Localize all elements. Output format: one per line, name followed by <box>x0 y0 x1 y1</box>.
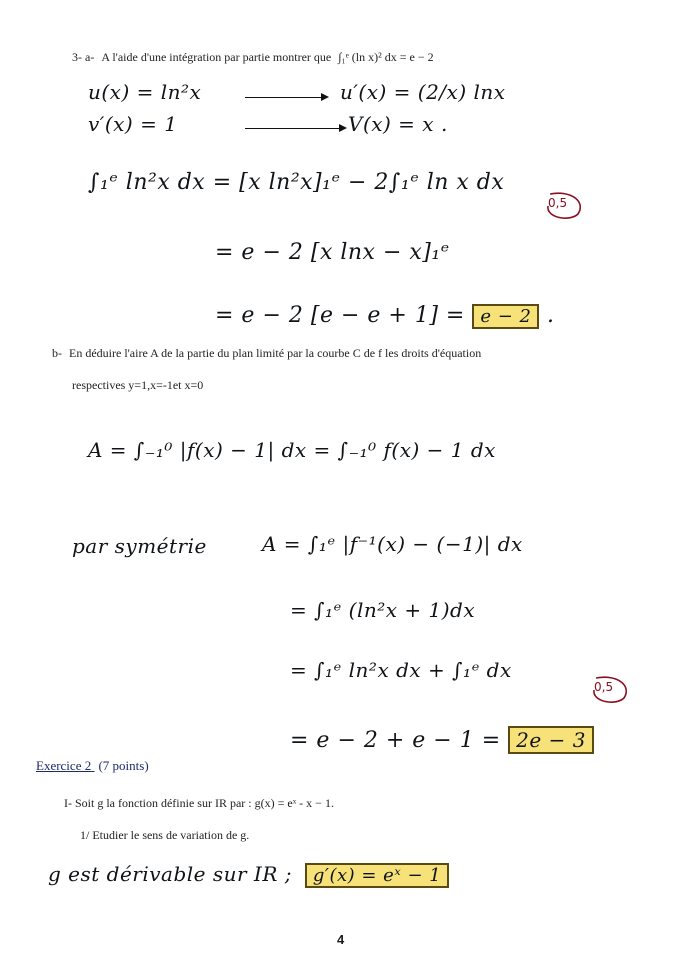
hw-a-line3-text: = e − 2 [e − e + 1] = <box>215 303 465 328</box>
page-number: 4 <box>337 932 345 947</box>
hw-v: V(x) = x . <box>348 112 448 136</box>
hw-a-line3 <box>215 303 554 328</box>
grade-circle-icon <box>588 672 632 706</box>
question-3a-formula: ∫₁ᵉ (ln x)² dx = e − 2 <box>338 50 434 64</box>
grade-circle-icon <box>542 188 586 222</box>
question-3a <box>72 50 434 65</box>
hw-a-result-box: e − 2 <box>472 304 539 329</box>
hw-a-line2: = e − 2 [x lnx − x]₁ᵉ <box>215 240 450 265</box>
hw-b-line4: = ∫₁ᵉ ln²x dx + ∫₁ᵉ dx <box>290 658 512 682</box>
exercise-2-title-text: Exercice 2 <box>36 758 92 773</box>
hw-a-line1 <box>88 170 504 195</box>
hw-b-line5-text: = e − 2 + e − 1 = <box>290 728 501 753</box>
exercise-2-part1: I- Soit g la fonction définie sur IR par : g(x) = eˣ - x − 1. <box>64 796 334 810</box>
hw-a-line1-rest: − 2∫₁ᵉ ln x dx <box>347 170 505 195</box>
arrow-1 <box>245 97 327 98</box>
hw-u: u(x) = ln²x <box>88 80 202 104</box>
hw-b-result-box: 2e − 3 <box>508 726 594 754</box>
grade-b <box>594 680 613 694</box>
question-3a-label: 3- a- <box>72 50 95 64</box>
grade-a-text: 0,5 <box>548 196 568 210</box>
exercise-2-points: (7 points) <box>98 758 149 773</box>
exercise-2-q1: 1/ Etudier le sens de variation de g. <box>80 828 250 842</box>
hw-a-dot: . <box>546 303 555 328</box>
question-3b-text2: respectives y=1,x=-1et x=0 <box>72 378 204 392</box>
hw-c-text: g est dérivable sur IR ; <box>48 862 292 886</box>
hw-u-prime: u′(x) = (2/x) lnx <box>340 80 506 104</box>
question-3b <box>52 346 481 361</box>
question-3a-text: A l'aide d'une intégration par partie montrer que <box>101 50 332 64</box>
hw-c-line <box>48 862 449 886</box>
question-3b-text: En déduire l'aire A de la partie du plan limité par la courbe C de f les droits d'équation <box>69 346 482 360</box>
hw-b-line2: A = ∫₁ᵉ |f⁻¹(x) − (−1)| dx <box>262 532 523 556</box>
question-3b-label: b- <box>52 346 62 360</box>
exercise-2-title <box>36 758 149 774</box>
hw-b-line5 <box>290 728 594 753</box>
hw-v-prime: v′(x) = 1 <box>88 112 178 136</box>
hw-a-line1-bracket: [x ln²x]₁ᵉ <box>239 170 341 195</box>
hw-b-line1: A = ∫₋₁⁰ |f(x) − 1| dx = ∫₋₁⁰ f(x) − 1 dx <box>88 438 496 462</box>
grade-a <box>548 196 567 210</box>
hw-c-result-box: g′(x) = eˣ − 1 <box>305 863 449 888</box>
hw-b-sym-label: par symétrie <box>72 534 207 558</box>
hw-a-line1-left: ∫₁ᵉ ln²x dx = <box>88 170 232 195</box>
hw-b-line3: = ∫₁ᵉ (ln²x + 1)dx <box>290 598 476 622</box>
grade-b-text: 0,5 <box>594 680 614 694</box>
arrow-2 <box>245 128 345 129</box>
